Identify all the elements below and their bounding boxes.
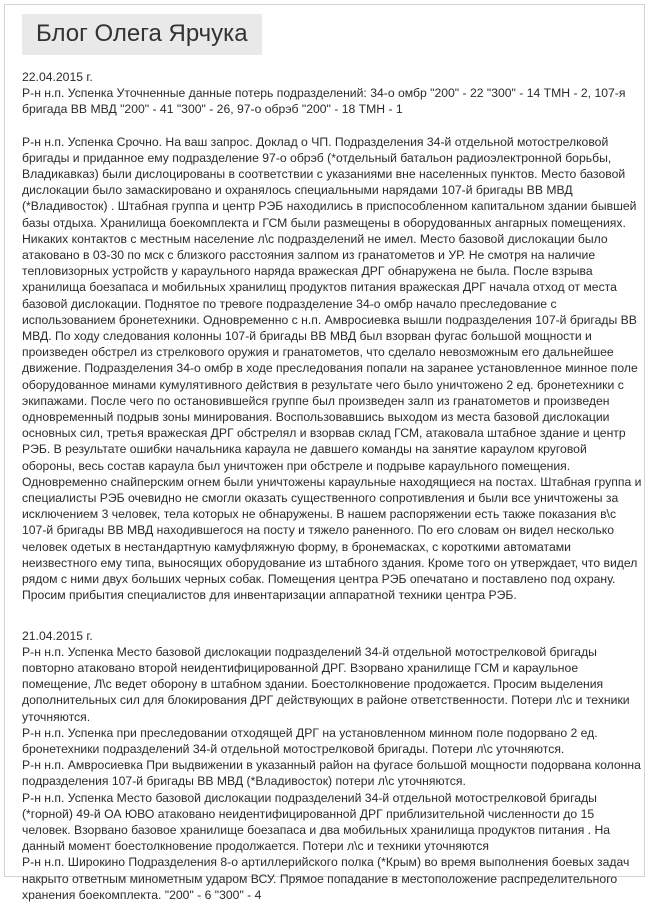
report-item: Р-н н.п. Амвросиевка При выдвижении в указанный район на фугасе большой мощности подорвана колонна подразделения 107-й бригады ВВ МВД (*Владивосток) потери л\с уточняются.	[22, 758, 641, 789]
report-item: Р-н н.п. Успенка Место базовой дислокации подразделений 34-й отдельной мотострелковой бригады (*горной) 49-й ОА ЮВО атаковано неидентифицированной ДРГ приблизительной численности до 15 человек. Взорвано базовое хранилище боезапаса и два мобильных хранилища продуктов питания . На данный момент боестолкновение продолжается. Потери л\с и техники уточняются	[22, 790, 611, 854]
entry-date-21-04: 21.04.2015 г.	[22, 628, 93, 643]
losses-summary: Р-н н.п. Успенка Уточненные данные потерь подразделений: 34-о омбр "200" - 22 "300" - 14 ТМН - 2, 107-я бригада ВВ МВД "200" - 41 "300" - 26, 97-о обрэб "200" - 18 ТМН - 1	[22, 86, 626, 117]
post-content	[22, 69, 642, 903]
page-frame	[4, 4, 645, 902]
blog-title: Блог Олега Ярчука	[22, 14, 262, 55]
incident-report: Р-н н.п. Успенка Срочно. На ваш запрос. Доклад о ЧП. Подразделения 34-й отдельной мотострелковой бригады и приданное ему подразделение 97-о обрэб (*отдельный батальон радиоэлектронной борьбы, Владикавказ) были дислоцированы в соответствии с указаниями вне населенных пунктов. Место базовой дислокации было замаскировано и охранялось специальными нарядами 107-й бригады ВВ МВД (*Владивосток) . Штабная группа и центр РЭБ находились в приспособленном капитальном здании бывшей базы отдыха. Хранилища боекомплекта и ГСМ были размещены в оборудованных ангарных помещениях. Никаких контактов с местным население л\с подразделений не имел. Место базовой дислокации было атаковано в 03-30 по мск с близкого расстояния залпом из гранатометов и УР. Не смотря на наличие тепловизорных устройств у караульного наряда вражеская ДРГ обнаружена не была. После взрыва хранилища боезапаса и мобильных хранилищ продуктов питания вражеская ДРГ начала отход от места базовой дислокации. Поднятое по тревоге подразделение 34-о омбр начало преследование с использованием бронетехники. Одновременно с н.п. Амвросиевка вышли подразделения 107-й бригады ВВ МВД. По ходу следования колонны 107-й бригады ВВ МВД был взорван фугас большой мощности и произведен обстрел из стрелкового оружия и гранатометов, что сделало невозможным его дальнейшее движение. Подразделения 34-о омбр в ходе преследования попали на заранее установленное минное поле оборудованное минами кумулятивного действия в результате чего было уничтожено 2 ед. бронетехники с экипажами. После чего по остановившейся группе был произведен залп из гранатометов и произведен одновременный подрыв зоны минирования. Воспользовавшись выходом из места базовой дислокации основных сил, третья вражеская ДРГ обстрелял и взорвав склад ГСМ, атаковала штабное здание и центр РЭБ. В результате ошибки начальника караула не давшего команды на занятие караулом круговой обороны, весь состав караула был уничтожен при обстреле и подрыве караульного помещения. Одновременно снайперским огнем были уничтожены караульные находящиеся на постах. Штабная группа и специалисты РЭБ очевидно не смогли оказать существенного сопротивления и были все уничтожены за исключением 3 человек, тела которых не обнаружены. В нашем распоряжении есть также показания в\с 107-й бригады ВВ МВД находившегося на посту и тяжело раненного. По его словам он видел несколько человек одетых в нестандартную камуфляжную форму, в бронемасках, с короткими автоматами неизвестного ему типа, выносящих оборудование из штабного здания. Кроме того он утверждает, что видел рядом с ними двух больших черных собак. Помещения центра РЭБ опечатано и поставлено под охрану. Просим прибытия специалистов для инвентаризации аппаратной техники центра РЭБ.	[22, 134, 642, 603]
report-item: Р-н н.п. Успенка при преследовании отходящей ДРГ на установленном минном поле подорвано 2 ед. бронетехники подразделений 34-й отдельной мотострелковой бригады. Потери л\с уточняются.	[22, 725, 598, 756]
entry-date-22-04: 22.04.2015 г.	[22, 70, 93, 84]
report-item: Р-н н.п. Успенка Место базовой дислокации подразделений 34-й отдельной мотострелковой бригады повторно атаковано второй неидентифицированной ДРГ. Взорвано хранилище ГСМ и караульное помещение, Л\с ведет оборону в штабном здании. Боестолкновение продожается. Просим выделения дополнительных сил для блокирования ДРГ действующих в районе ответственности. Потери л\с и техники уточняются.	[22, 644, 630, 724]
report-item: Р-н н.п. Широкино Подразделения 8-о артиллерийского полка (*Крым) во время выполнения боевых задач накрыто ответным минометным ударом ВСУ. Прямое попадание в местоположение распределительного хранения боекомплекта. "200" - 6 "300" - 4	[22, 855, 630, 902]
